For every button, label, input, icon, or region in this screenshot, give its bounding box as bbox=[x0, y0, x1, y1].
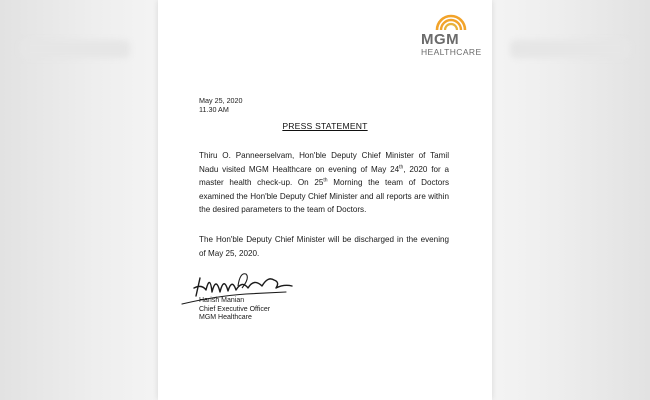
signatory-org: MGM Healthcare bbox=[199, 314, 252, 322]
paragraph-1-text: , 2020 for a master health check-up. On 25 bbox=[199, 164, 449, 188]
paragraph-2: The Hon'ble Deputy Chief Minister will be discharged in the evening of May 25, 2020. bbox=[199, 235, 449, 258]
logo-name: MGM bbox=[421, 31, 460, 48]
ordinal-suffix: th bbox=[399, 163, 404, 170]
page-title: PRESS STATEMENT bbox=[282, 121, 368, 131]
letter-date-block bbox=[199, 97, 243, 114]
signatory-role: Chief Executive Officer bbox=[199, 305, 271, 313]
background-right bbox=[490, 0, 650, 400]
logo-arcs-icon bbox=[433, 10, 469, 32]
paragraph-1 bbox=[199, 149, 449, 217]
background-left bbox=[0, 0, 160, 400]
signatory-name: Harish Manian bbox=[199, 297, 245, 304]
paragraph-1-text: Morning the team of Doctors examined the Hon'ble Deputy Chief Minister and all reports are within the desired parameters to the team of Doctors. bbox=[199, 178, 449, 215]
mgm-healthcare-logo bbox=[421, 10, 483, 57]
paragraph-1-text: Thiru O. Panneerselvam, Hon'ble Deputy Chief Minister of Tamil Nadu visited MGM Healthcare on evening of May 24 bbox=[199, 151, 449, 174]
logo-subtitle: HEALTHCARE bbox=[421, 47, 482, 57]
letter-time: 11.30 AM bbox=[199, 104, 229, 114]
press-statement-letter bbox=[158, 0, 492, 400]
signature-block bbox=[199, 297, 270, 323]
letter-date: May 25, 2020 bbox=[199, 96, 243, 105]
background-blur bbox=[510, 40, 630, 58]
ordinal-suffix: th bbox=[323, 177, 328, 184]
background-blur bbox=[20, 40, 130, 58]
